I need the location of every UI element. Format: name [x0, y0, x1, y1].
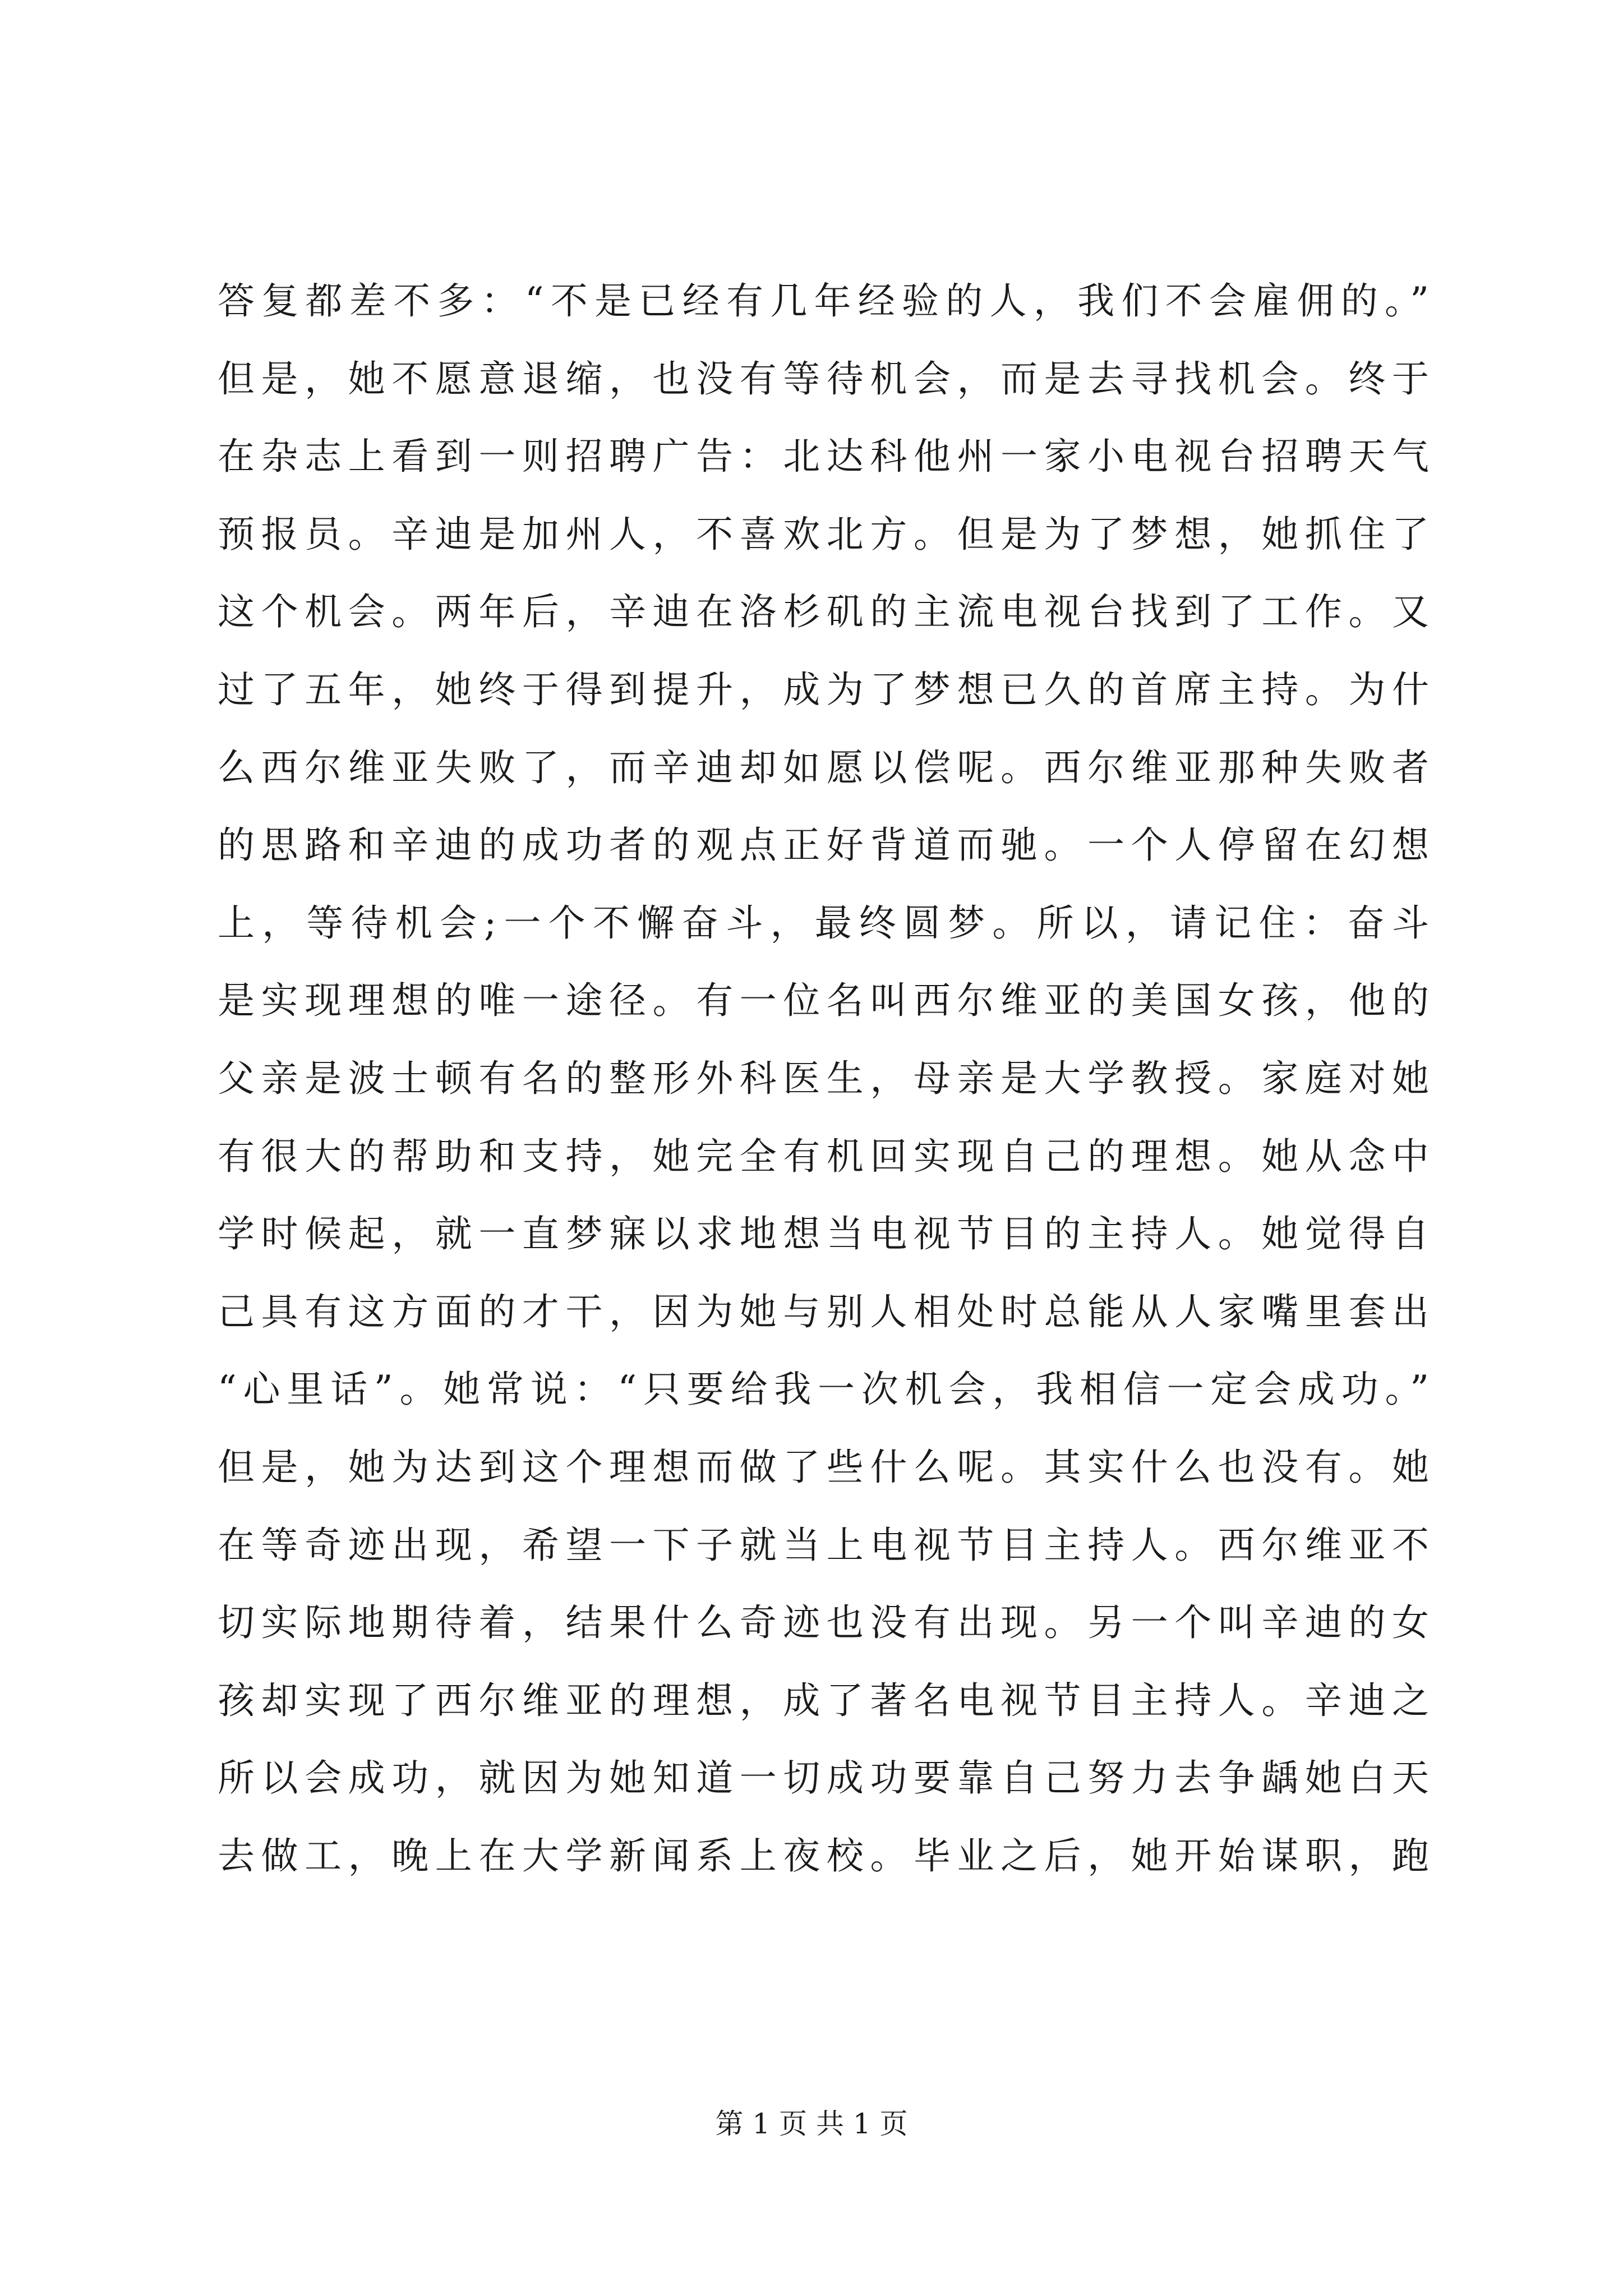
- text-line: 所以会成功，就因为她知道一切成功要靠自己努力去争龋她白天: [218, 1756, 1429, 1800]
- page-footer: [0, 2107, 1623, 2141]
- text-line: “心里话”。她常说：“只要给我一次机会，我相信一定会成功。”: [218, 1368, 1429, 1411]
- text-line: 学时候起，就一直梦寐以求地想当电视节目的主持人。她觉得自: [218, 1212, 1429, 1256]
- text-line: 预报员。辛迪是加州人，不喜欢北方。但是为了梦想，她抓住了: [218, 512, 1429, 556]
- text-line: 切实际地期待着，结果什么奇迹也没有出现。另一个叫辛迪的女: [218, 1601, 1429, 1645]
- text-line: 是实现理想的唯一途径。有一位名叫西尔维亚的美国女孩，他的: [218, 979, 1429, 1023]
- text-line: 有很大的帮助和支持，她完全有机回实现自己的理想。她从念中: [218, 1134, 1429, 1178]
- text-line: 答复都差不多：“不是已经有几年经验的人，我们不会雇佣的。”: [218, 279, 1429, 323]
- text-line: 己具有这方面的才干，因为她与别人相处时总能从人家嘴里套出: [218, 1290, 1429, 1333]
- text-line: 的思路和辛迪的成功者的观点正好背道而驰。一个人停留在幻想: [218, 823, 1429, 867]
- body-text: [218, 263, 1429, 1895]
- text-line: 但是，她为达到这个理想而做了些什么呢。其实什么也没有。她: [218, 1445, 1429, 1489]
- text-line: 但是，她不愿意退缩，也没有等待机会，而是去寻找机会。终于: [218, 357, 1429, 401]
- text-line: 上，等待机会;一个不懈奋斗，最终圆梦。所以，请记住：奋斗: [218, 901, 1429, 945]
- text-line: 么西尔维亚失败了，而辛迪却如愿以偿呢。西尔维亚那种失败者: [218, 746, 1429, 789]
- text-line: 过了五年，她终于得到提升，成为了梦想已久的首席主持。为什: [218, 668, 1429, 711]
- text-line: 在杂志上看到一则招聘广告：北达科他州一家小电视台招聘天气: [218, 435, 1429, 478]
- text-line: 孩却实现了西尔维亚的理想，成了著名电视节目主持人。辛迪之: [218, 1678, 1429, 1722]
- text-line: 在等奇迹出现，希望一下子就当上电视节目主持人。西尔维亚不: [218, 1523, 1429, 1567]
- text-line: 这个机会。两年后，辛迪在洛杉矶的主流电视台找到了工作。又: [218, 590, 1429, 634]
- page-number: 第 1 页 共 1 页: [715, 2108, 908, 2140]
- text-line: 父亲是波士顿有名的整形外科医生，母亲是大学教授。家庭对她: [218, 1056, 1429, 1100]
- text-line: 去做工，晚上在大学新闻系上夜校。毕业之后，她开始谋职，跑: [218, 1834, 1429, 1878]
